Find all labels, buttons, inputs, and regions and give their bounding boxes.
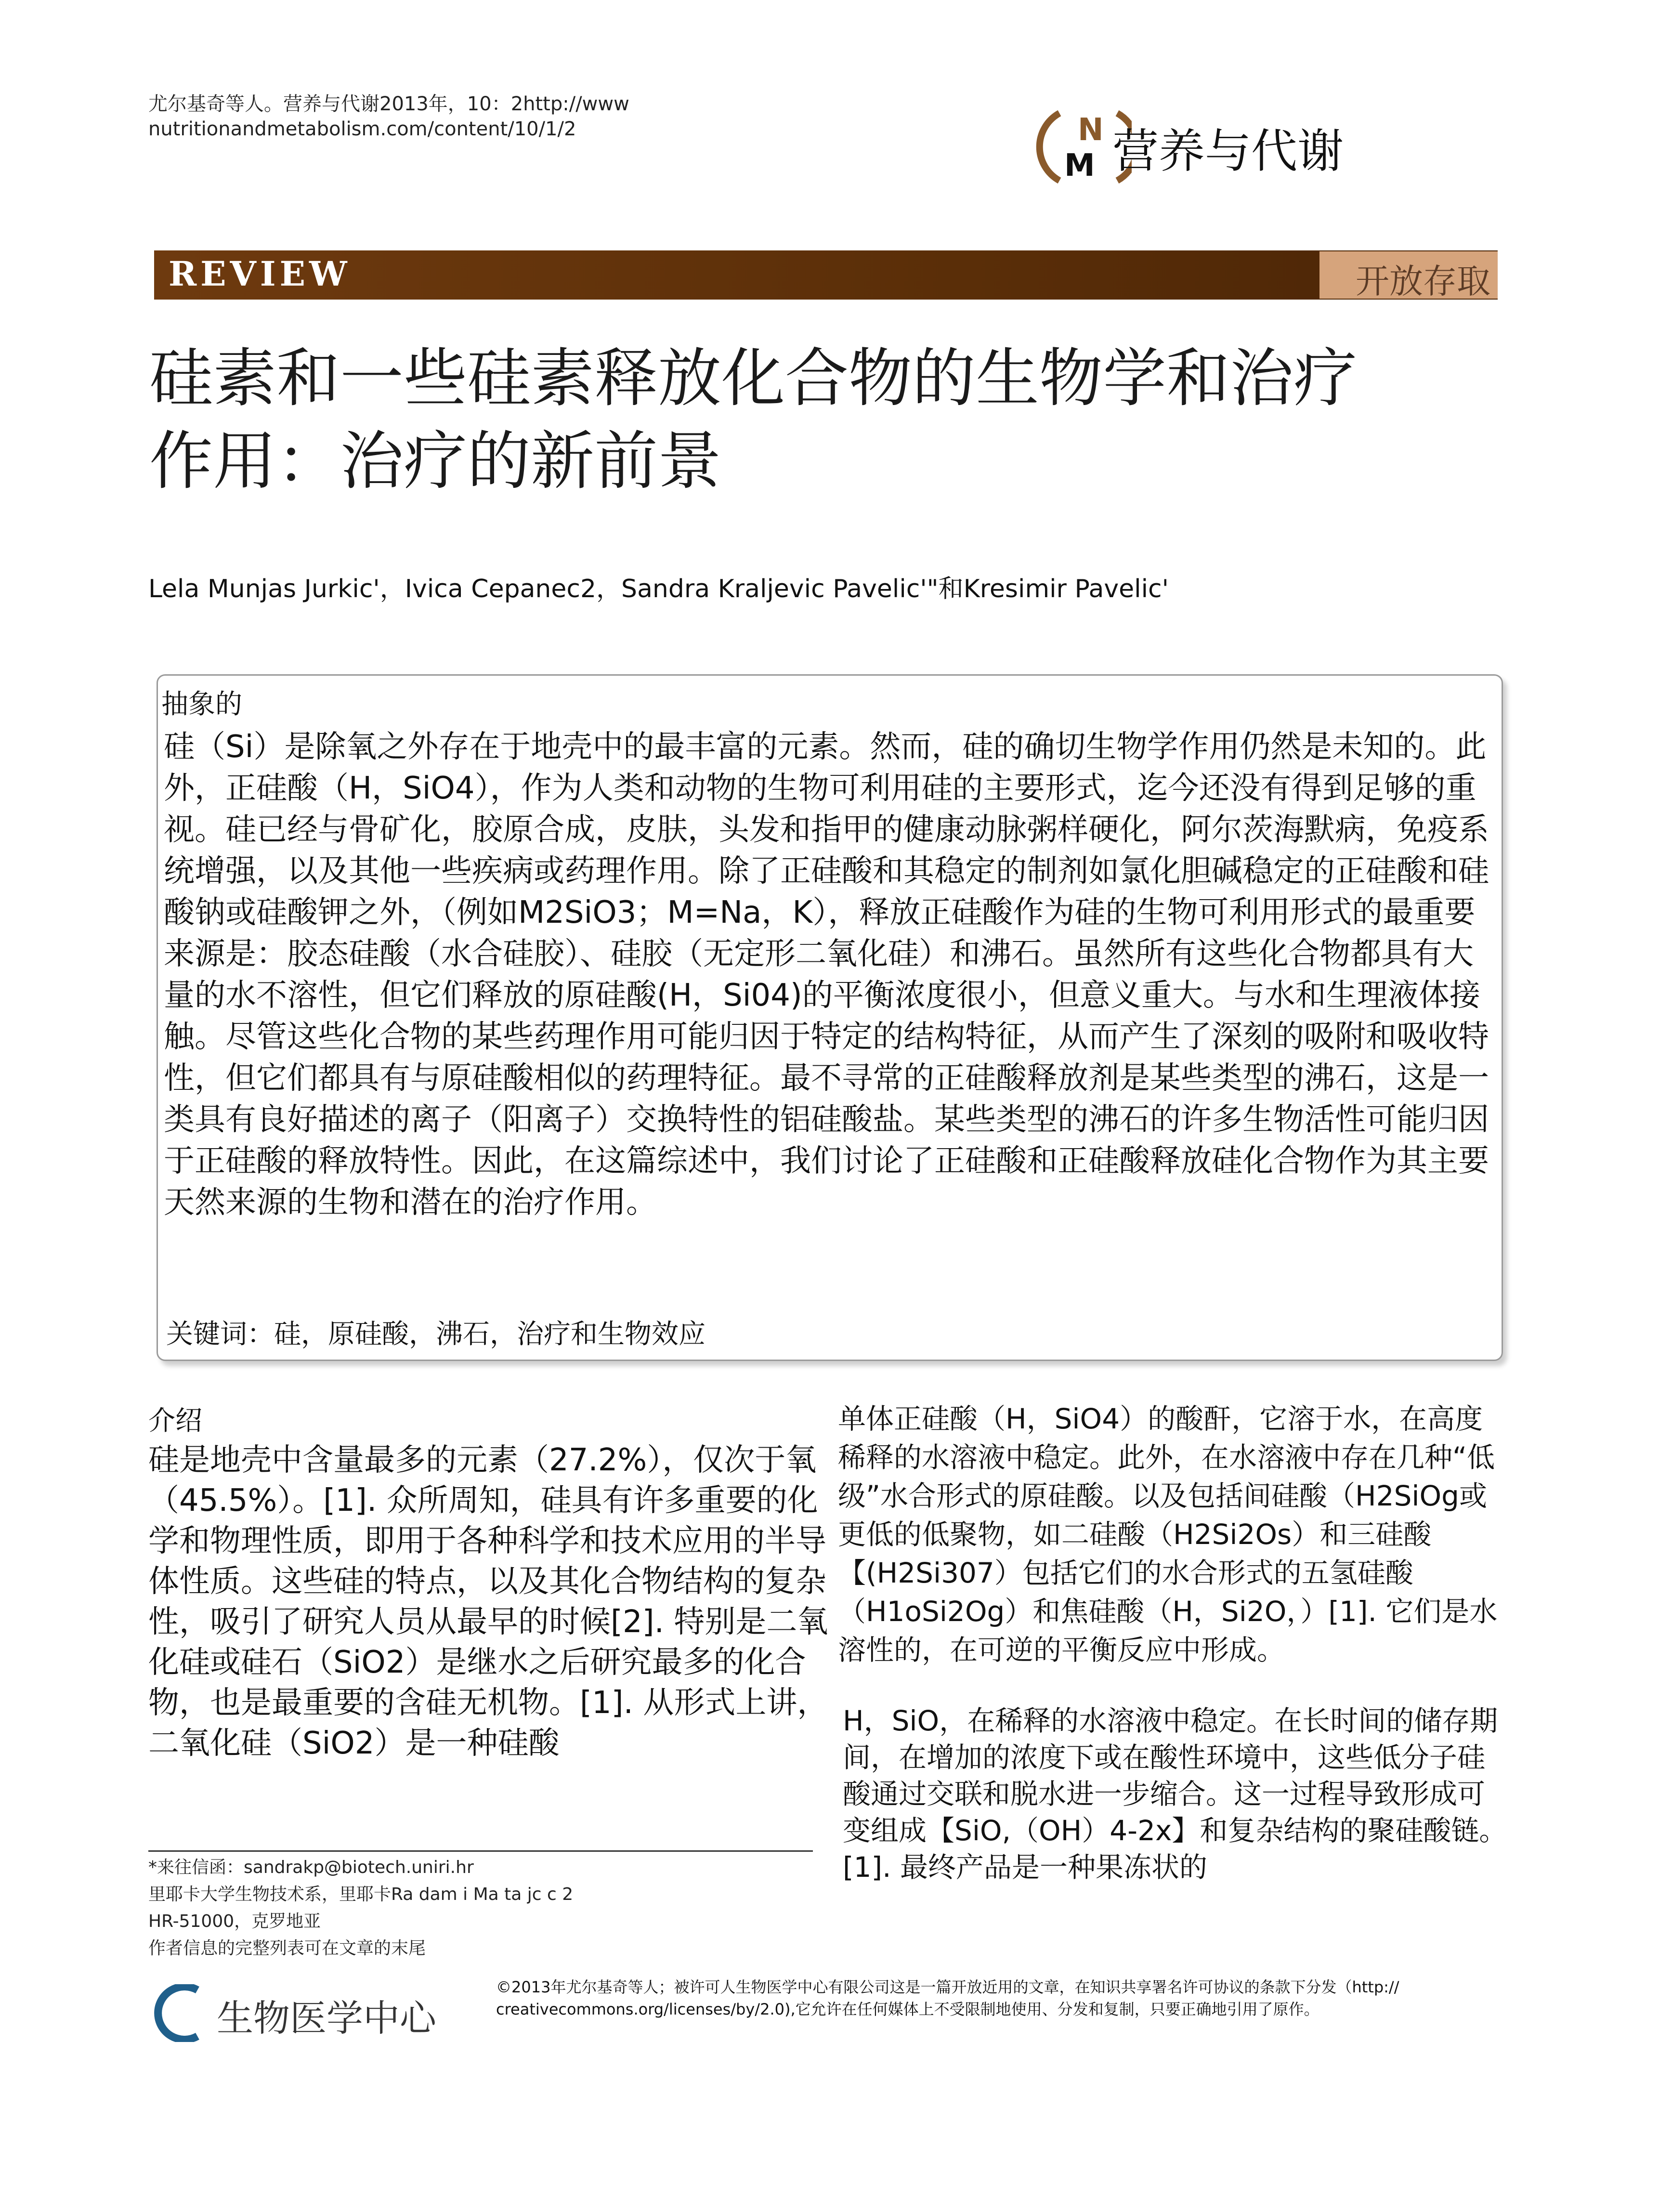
footnote-line-1: *来往信函：sandrakp@biotech.uniri.hr xyxy=(148,1858,474,1877)
review-label: REVIEW xyxy=(169,254,351,294)
intro-right-text-2: H，SiO，在稀释的水溶液中稳定。在长时间的储存期间，在增加的浓度下或在酸性环境中，这些低分子硅酸通过交联和脱水进一步缩合。这一过程导致形成可变组成【SiO,（OH）4-2x】和复杂结构的聚硅酸链。[1]. 最终产品是一种果冻状的 xyxy=(843,1704,1507,1884)
intro-left-column xyxy=(148,1400,842,1764)
intro-left-text: 硅是地壳中含量最多的元素（27.2%），仅次于氧（45.5%）。[1]. 众所周知，硅具有许多重要的化学和物理性质，即用于各种科学和技术应用的半导体性质。这些硅的特点，以及其化合物结构的复杂性，吸引了研究人员从最早的时候[2]. 特别是二氧化硅或硅石（SiO2）是继水之后研究最多的化合物，也是最重要的含硅无机物。[1]. 从形式上讲，二氧化硅（SiO2）是一种硅酸 xyxy=(148,1442,828,1761)
citation xyxy=(148,92,774,142)
footnote-line-2: 里耶卡大学生物技术系，里耶卡Ra dam i Ma ta jc c 2 xyxy=(148,1885,574,1904)
open-access-label: 开放存取 xyxy=(1356,262,1490,301)
intro-heading: 介绍 xyxy=(148,1405,202,1437)
footnote-line-3: HR-51000，克罗地亚 xyxy=(148,1911,321,1931)
footnote xyxy=(148,1854,823,1962)
title-line-1: 硅素和一些硅素释放化合物的生物学和治疗 xyxy=(149,341,1357,416)
abstract-body: 硅（Si）是除氧之外存在于地壳中的最丰富的元素。然而，硅的确切生物学作用仍然是未知的。此外，正硅酸（H，SiO4），作为人类和动物的生物可利用硅的主要形式，迄今还没有得到足够的重视。硅已经与骨矿化，胶原合成，皮肤，头发和指甲的健康动脉粥样硬化，阿尔茨海默病，免疫系统增强，以及其他一些疾病或药理作用。除了正硅酸和其稳定的制剂如氯化胆碱稳定的正硅酸和硅酸钠或硅酸钾之外，（例如M2SiO3；M=Na，K），释放正硅酸作为硅的生物可利用形式的最重要来源是：胶态硅酸（水合硅胶）、硅胶（无定形二氧化硅）和沸石。虽然所有这些化合物都具有大量的水不溶性，但它们释放的原硅酸(H，Si04)的平衡浓度很小，但意义重大。与水和生理液体接触。尽管这些化合物的某些药理作用可能归因于特定的结构特征，从而产生了深刻的吸附和吸收特性，但它们都具有与原硅酸相似的药理特征。最不寻常的正硅酸释放剂是某些类型的沸石，这是一类具有良好描述的离子（阳离子）交换特性的铝硅酸盐。某些类型的沸石的许多生物活性可能归因于正硅酸的释放特性。因此，在这篇综述中，我们讨论了正硅酸和正硅酸释放硅化合物作为其主要天然来源的生物和潜在的治疗作用。 xyxy=(164,729,1489,1220)
journal-name: 营养与代谢 xyxy=(1112,124,1344,178)
license-text xyxy=(496,1976,1507,2020)
citation-line-1: 尤尔基奇等人。营养与代谢2013年，10：2http://www xyxy=(148,93,629,115)
keywords: 关键词：硅，原硅酸，沸石，治疗和生物效应 xyxy=(166,1319,705,1350)
footnote-line-4: 作者信息的完整列表可在文章的末尾 xyxy=(148,1938,426,1958)
article-title xyxy=(149,337,1450,503)
intro-right-text-1: 单体正硅酸（H，SiO4）的酸酐，它溶于水，在高度稀释的水溶液中稳定。此外，在水溶液中存在几种“低级”水合形式的原硅酸。以及包括间硅酸（H2SiOg或更低的低聚物，如二硅酸（H2Si2Os）和三硅酸【(H2Si307）包括它们的水合形式的五氢硅酸（H1oSi2Og）和焦硅酸（H，Si2O，）[1]. 它们是水溶性的，在可逆的平衡反应中形成。 xyxy=(838,1402,1498,1666)
review-banner xyxy=(154,250,1498,300)
license-line-1: ©2013年尤尔基奇等人；被许可人生物医学中心有限公司这是一篇开放近用的文章，在知识共享署名许可协议的条款下分发（http:// xyxy=(496,1978,1399,1996)
svg-text:M: M xyxy=(1064,148,1095,183)
footnote-divider xyxy=(148,1850,813,1852)
abstract-heading: 抽象的 xyxy=(161,689,242,720)
biomed-central-logo-icon xyxy=(154,1984,217,2042)
authors: Lela Munjas Jurkic'，Ivica Cepanec2，Sandra Kraljevic Pavelic'"和Kresimir Pavelic' xyxy=(148,575,1169,603)
citation-line-2: nutritionandmetabolism.com/content/10/1/2 xyxy=(148,118,576,140)
publisher-name: 生物医学中心 xyxy=(217,1997,436,2040)
title-line-2: 作用：治疗的新前景 xyxy=(149,424,721,498)
svg-text:N: N xyxy=(1078,112,1104,148)
license-line-2: creativecommons.org/licenses/by/2.0),它允许在任何媒体上不受限制地使用、分发和复制，只要正确地引用了原作。 xyxy=(496,2000,1319,2018)
